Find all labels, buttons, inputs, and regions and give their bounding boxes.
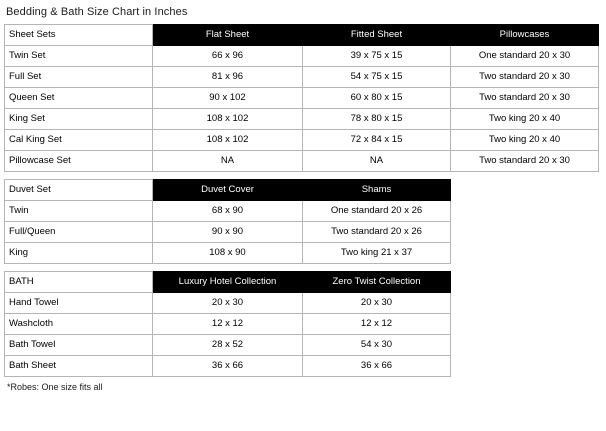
sheet-sets-table [4,24,599,172]
row-label-bath-sheet: Bath Sheet [5,356,153,377]
duvet-set-table [4,179,599,264]
cell-value: 39 x 75 x 15 [303,46,451,67]
table-header-row [5,180,599,201]
table-row [5,201,599,222]
table-row [5,243,599,264]
cell-value: Two standard 20 x 30 [451,88,599,109]
cell-value: Two king 20 x 40 [451,130,599,151]
cell-value: 66 x 96 [153,46,303,67]
cell-value: 12 x 12 [303,314,451,335]
cell-value: 12 x 12 [153,314,303,335]
table-header-row [5,272,599,293]
cell-value: 108 x 102 [153,130,303,151]
row-label-king: King [5,243,153,264]
cell-value: 81 x 96 [153,67,303,88]
cell-value: Two king 21 x 37 [303,243,451,264]
cell-value: Two king 20 x 40 [451,109,599,130]
column-header-zero-twist-collection: Zero Twist Collection [303,272,451,293]
column-header-fitted-sheet: Fitted Sheet [303,25,451,46]
cell-value: 90 x 102 [153,88,303,109]
empty-cell [451,180,599,201]
cell-value: Two standard 20 x 26 [303,222,451,243]
page-title: Bedding & Bath Size Chart in Inches [6,6,188,18]
cell-value: 90 x 90 [153,222,303,243]
bath-table [4,271,599,377]
row-label-twin: Twin [5,201,153,222]
cell-value: 54 x 30 [303,335,451,356]
column-header-flat-sheet: Flat Sheet [153,25,303,46]
empty-cell [451,222,599,243]
table-row [5,356,599,377]
column-header-duvet-cover: Duvet Cover [153,180,303,201]
cell-value: One standard 20 x 26 [303,201,451,222]
cell-value: 108 x 102 [153,109,303,130]
footnote: *Robes: One size fits all [7,382,103,392]
cell-value: 78 x 80 x 15 [303,109,451,130]
empty-cell [451,201,599,222]
empty-cell [451,335,599,356]
empty-cell [451,272,599,293]
table-row [5,130,599,151]
row-label-king-set: King Set [5,109,153,130]
row-label-bath-towel: Bath Towel [5,335,153,356]
cell-value: 68 x 90 [153,201,303,222]
cell-value: 108 x 90 [153,243,303,264]
empty-cell [451,243,599,264]
column-header-shams: Shams [303,180,451,201]
empty-cell [451,356,599,377]
cell-value: NA [153,151,303,172]
cell-value: 36 x 66 [153,356,303,377]
row-label-queen-set: Queen Set [5,88,153,109]
section-label-sheet-sets: Sheet Sets [5,25,153,46]
empty-cell [451,314,599,335]
row-label-full-queen: Full/Queen [5,222,153,243]
table-row [5,67,599,88]
table-row [5,88,599,109]
cell-value: 28 x 52 [153,335,303,356]
empty-cell [451,293,599,314]
cell-value: Two standard 20 x 30 [451,67,599,88]
cell-value: 20 x 30 [153,293,303,314]
row-label-twin-set: Twin Set [5,46,153,67]
cell-value: 60 x 80 x 15 [303,88,451,109]
row-label-pillowcase-set: Pillowcase Set [5,151,153,172]
table-row [5,293,599,314]
cell-value: One standard 20 x 30 [451,46,599,67]
cell-value: Two standard 20 x 30 [451,151,599,172]
cell-value: 72 x 84 x 15 [303,130,451,151]
table-row [5,46,599,67]
cell-value: 36 x 66 [303,356,451,377]
column-header-pillowcases: Pillowcases [451,25,599,46]
table-row [5,314,599,335]
row-label-full-set: Full Set [5,67,153,88]
row-label-cal-king-set: Cal King Set [5,130,153,151]
section-label-duvet-set: Duvet Set [5,180,153,201]
row-label-hand-towel: Hand Towel [5,293,153,314]
cell-value: 20 x 30 [303,293,451,314]
column-header-luxury-hotel-collection: Luxury Hotel Collection [153,272,303,293]
table-row [5,222,599,243]
row-label-washcloth: Washcloth [5,314,153,335]
table-row [5,151,599,172]
table-row [5,335,599,356]
section-label-bath: BATH [5,272,153,293]
table-row [5,109,599,130]
table-header-row [5,25,599,46]
cell-value: 54 x 75 x 15 [303,67,451,88]
cell-value: NA [303,151,451,172]
